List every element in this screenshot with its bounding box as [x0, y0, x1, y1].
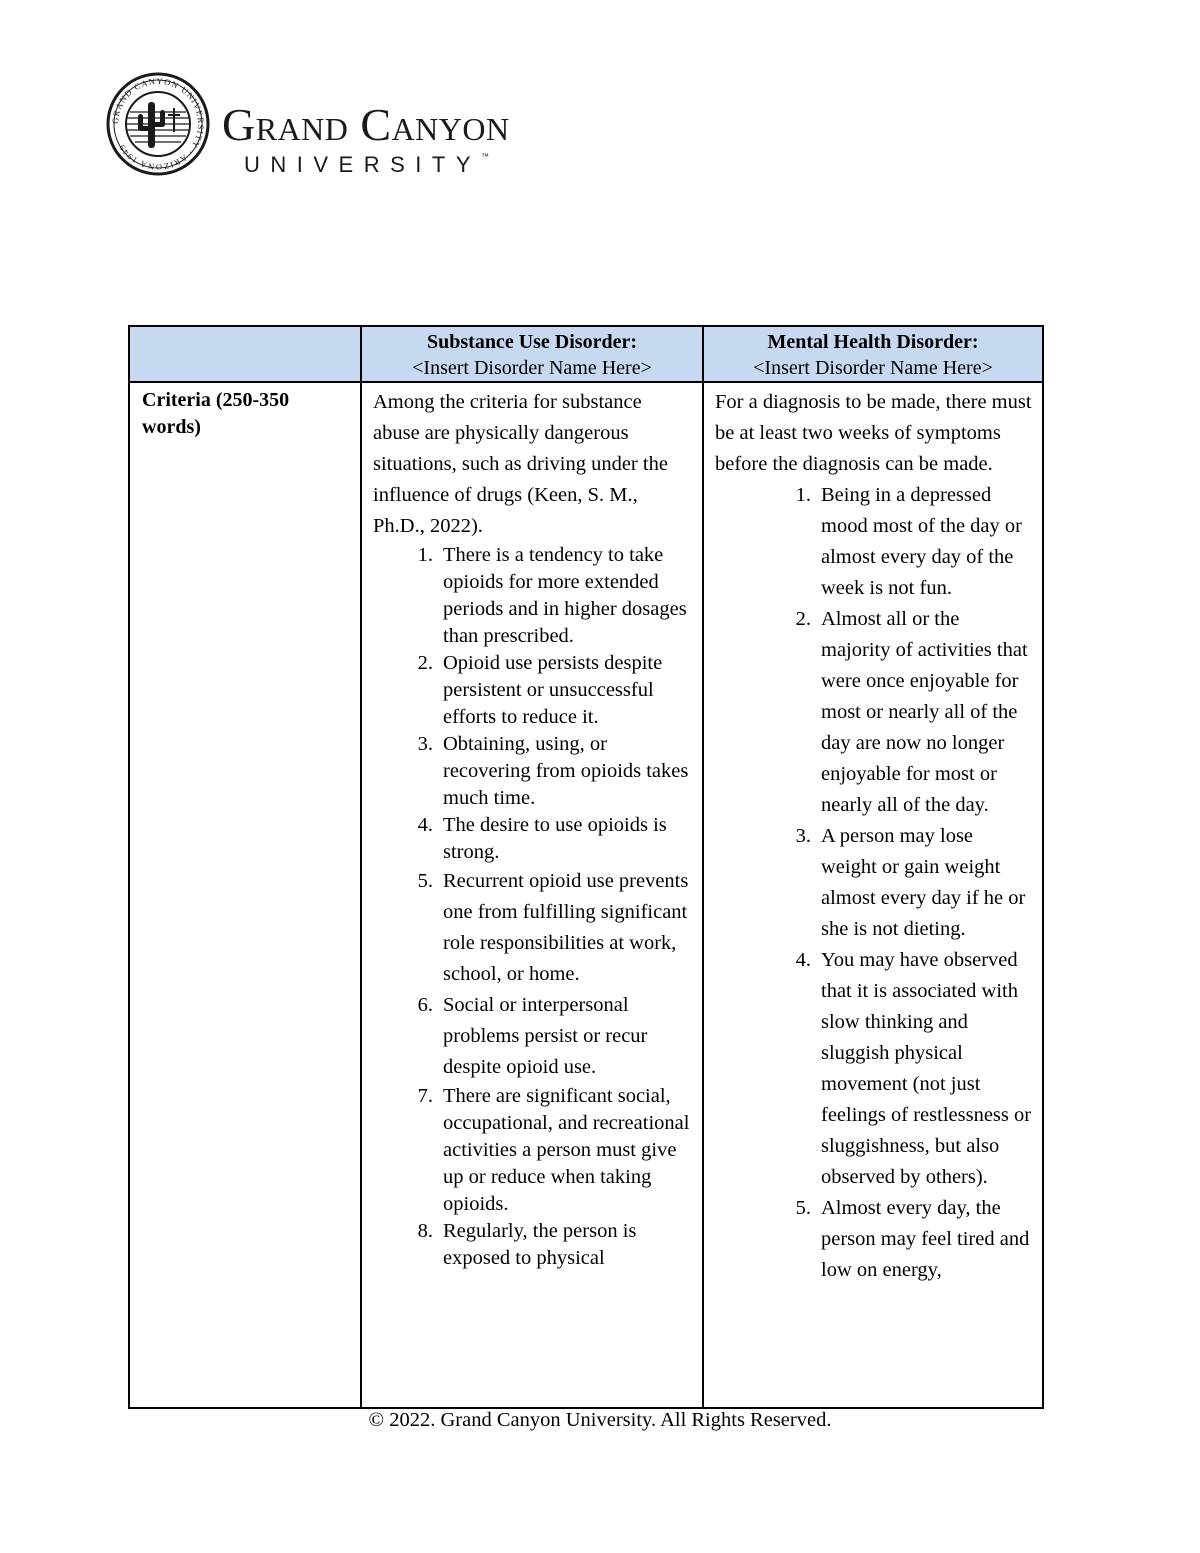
header-mental-placeholder: <Insert Disorder Name Here>: [753, 357, 993, 379]
header-substance-use: [361, 326, 703, 382]
university-wordmark: [222, 99, 510, 178]
list-item: 6. Social or interpersonal problems persist or recur despite opioid use.: [417, 994, 648, 1078]
university-seal-icon: [104, 72, 212, 176]
mental-criteria-list: [715, 480, 1032, 1286]
mental-criteria-cell: [703, 382, 1043, 1408]
header-mental-title: Mental Health Disorder:: [767, 331, 979, 353]
header-substance-title: Substance Use Disorder:: [427, 331, 637, 353]
header-mental-health: [703, 326, 1043, 382]
list-item: 5. Almost every day, the person may feel tired and low on energy,: [795, 1197, 1030, 1281]
header-substance-placeholder: <Insert Disorder Name Here>: [412, 357, 652, 379]
list-item: 2. Opioid use persists despite persistent or unsuccessful efforts to reduce it.: [417, 652, 663, 728]
list-item: 3. Obtaining, using, or recovering from opioids takes much time.: [417, 733, 689, 809]
list-item: 4. The desire to use opioids is strong.: [417, 814, 667, 863]
substance-intro: Among the criteria for substance abuse are physically dangerous situations, such as driving under the influence of drugs (Keen, S. M., Ph.D., 2022).: [373, 391, 668, 537]
university-logo: [104, 72, 584, 182]
row-label-cell: [129, 382, 361, 1408]
list-item: 1. There is a tendency to take opioids for more extended periods and in higher dosages than prescribed.: [417, 544, 687, 647]
row-label: Criteria (250-350 words): [142, 389, 290, 438]
wordmark-line2: UNIVERSITY™: [244, 152, 490, 177]
disorder-comparison-table: [128, 325, 1044, 1409]
list-item: 8. Regularly, the person is exposed to physical: [417, 1220, 637, 1269]
svg-text:GRAND CANYON UNIVERSITY · ARIZ: GRAND CANYON UNIVERSITY · ARIZONA 1949: [109, 75, 207, 173]
substance-criteria-cell: [361, 382, 703, 1408]
substance-criteria-list: [373, 542, 692, 1272]
list-item: 4. You may have observed that it is associated with slow thinking and sluggish physical movement (not just feelings of restlessness or sluggishness, but also observed by others).: [795, 949, 1032, 1188]
mental-intro: For a diagnosis to be made, there must be at least two weeks of symptoms before the diagnosis can be made.: [715, 391, 1032, 475]
list-item: 3. A person may lose weight or gain weight almost every day if he or she is not dieting.: [795, 825, 1026, 940]
wordmark-line1: Grand Canyon: [222, 99, 510, 150]
list-item: 2. Almost all or the majority of activities that were once enjoyable for most or nearly all of the day are now no longer enjoyable for most or nearly all of the day.: [795, 608, 1028, 816]
list-item: 7. There are significant social, occupational, and recreational activities a person must give up or reduce when taking opioids.: [417, 1085, 690, 1215]
table-row: [129, 382, 1043, 1408]
header-empty-cell: [129, 326, 361, 382]
list-item: 5. Recurrent opioid use prevents one from fulfilling significant role responsibilities at work, school, or home.: [417, 870, 689, 985]
list-item: 1. Being in a depressed mood most of the day or almost every day of the week is not fun.: [795, 484, 1022, 599]
table-header-row: [129, 326, 1043, 382]
copyright-footer: © 2022. Grand Canyon University. All Rights Reserved.: [368, 1409, 832, 1431]
